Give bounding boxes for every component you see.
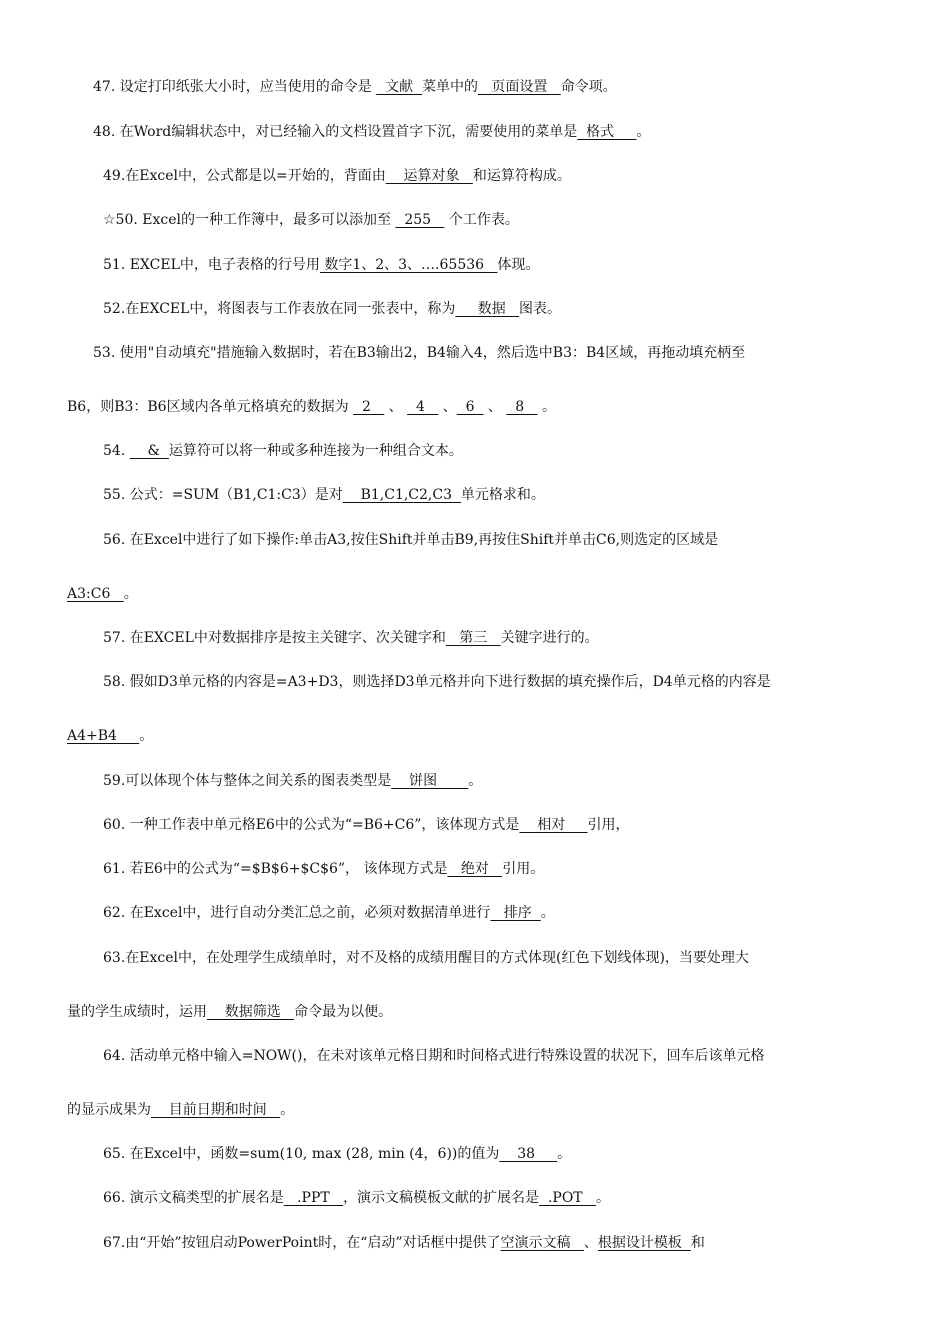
question-47: 47. 设定打印纸张大小时，应当使用的命令是 文献 菜单中的 页面设置 命令项。: [93, 79, 617, 95]
answer-blank: 运算对象: [385, 168, 473, 184]
answer-blank: 第三: [445, 630, 501, 646]
question-49: 49.在Excel中，公式都是以=开始的，背面由 运算对象 和运算符构成。: [103, 168, 571, 184]
question-59: 59.可以体现个体与整体之间关系的图表类型是 饼图 。: [103, 773, 483, 789]
answer-blank: 255: [395, 212, 445, 228]
answer-blank: 38: [499, 1146, 558, 1162]
answer-blank: 空演示文稿: [500, 1235, 584, 1251]
question-65: 65. 在Excel中，函数=sum(10, max (28, min (4，6))的值为 38 。: [103, 1146, 572, 1162]
answer-blank: 饼图: [391, 773, 469, 789]
answer-blank: 根据设计模板: [597, 1235, 691, 1251]
question-64-continued: 的显示成果为 目前日期和时间 。: [67, 1102, 295, 1118]
answer-blank: .POT: [539, 1190, 596, 1206]
answer-blank: A3:C6: [67, 586, 124, 602]
question-56: 56. 在Excel中进行了如下操作:单击A3,按住Shift并单击B9,再按住Shift并单击C6,则选定的区域是: [103, 532, 719, 548]
answer-blank: B1,C1,C2,C3: [342, 487, 461, 503]
question-55: 55. 公式：=SUM（B1,C1:C3）是对 B1,C1,C2,C3 单元格求和。: [103, 487, 545, 503]
answer-blank: 绝对: [447, 861, 503, 877]
answer-blank: 8: [506, 399, 538, 415]
question-48: 48. 在Word编辑状态中，对已经输入的文档设置首字下沉，需要使用的菜单是 格式 。: [93, 124, 651, 140]
answer-blank: 2: [353, 399, 385, 415]
question-58-continued: A4+B4 。: [67, 728, 154, 744]
answer-blank: 数据筛选: [207, 1004, 295, 1020]
answer-blank: 排序: [490, 905, 541, 921]
question-51: 51. EXCEL中，电子表格的行号用 数字1、2、3、….65536 体现。: [103, 257, 540, 273]
answer-blank: 相对: [519, 817, 588, 833]
question-50: ☆50. Excel的一种工作簿中，最多可以添加至 255 个工作表。: [103, 212, 519, 228]
question-61: 61. 若E6中的公式为“=$B$6+$C$6”， 该体现方式是 绝对 引用。: [103, 861, 545, 877]
question-63: 63.在Excel中，在处理学生成绩单时，对不及格的成绩用醒目的方式体现(红色下划线体现)，当要处理大: [103, 950, 749, 966]
answer-blank: 6: [456, 399, 484, 415]
answer-blank: &: [129, 443, 169, 459]
answer-blank: 数据: [455, 301, 520, 317]
question-66: 66. 演示文稿类型的扩展名是 .PPT ，演示文稿模板文献的扩展名是 .POT 。: [103, 1190, 610, 1206]
answer-blank: 数字1、2、3、….65536: [319, 257, 498, 273]
answer-blank: 4: [407, 399, 439, 415]
question-67: 67.由“开始”按钮启动PowerPoint时，在“启动”对话框中提供了空演示文稿 、根据设计模板 和: [103, 1235, 705, 1251]
question-57: 57. 在EXCEL中对数据排序是按主关键字、次关键字和 第三 关键字进行的。: [103, 630, 599, 646]
answer-blank: A4+B4: [67, 728, 140, 744]
answer-blank: .PPT: [283, 1190, 344, 1206]
question-63-continued: 量的学生成绩时，运用 数据筛选 命令最为以便。: [67, 1004, 393, 1020]
question-54: 54. & 运算符可以将一种或多种连接为一种组合文本。: [103, 443, 463, 459]
answer-blank: 页面设置: [477, 79, 561, 95]
question-60: 60. 一种工作表中单元格E6中的公式为“=B6+C6”，该体现方式是 相对 引用，: [103, 817, 630, 833]
answer-blank: 文献: [376, 79, 422, 95]
question-64: 64. 活动单元格中输入=NOW()，在未对该单元格日期和时间格式进行特殊设置的状况下，回车后该单元格: [103, 1048, 765, 1064]
question-53: 53. 使用"自动填充"措施输入数据时，若在B3输出2，B4输入4，然后选中B3：B4区域，再拖动填充柄至: [93, 345, 746, 361]
question-56-continued: A3:C6 。: [67, 586, 138, 602]
question-58: 58. 假如D3单元格的内容是=A3+D3，则选择D3单元格并向下进行数据的填充操作后，D4单元格的内容是: [103, 674, 771, 690]
question-53-continued: B6，则B3：B6区域内各单元格填充的数据为 2 、 4 、 6 、 8 。: [67, 399, 556, 415]
answer-blank: 目前日期和时间: [151, 1102, 281, 1118]
question-62: 62. 在Excel中，进行自动分类汇总之前，必须对数据清单进行 排序 。: [103, 905, 555, 921]
answer-blank: 格式: [577, 124, 637, 140]
question-52: 52.在EXCEL中，将图表与工作表放在同一张表中，称为 数据 图表。: [103, 301, 562, 317]
